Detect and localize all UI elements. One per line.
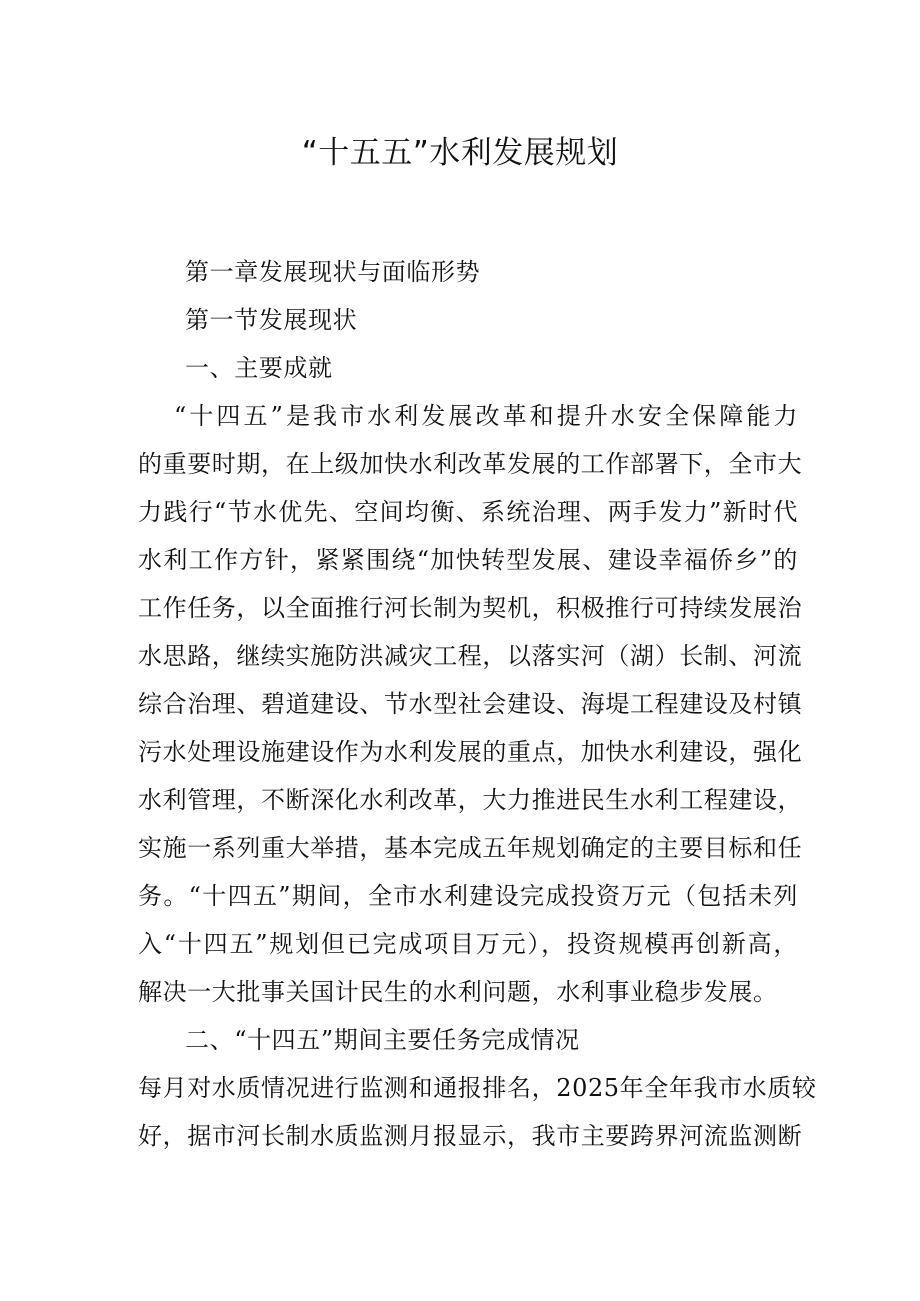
paragraph-line: 水利工作方针，紧紧围绕“加快转型发展、建设幸福侨乡”的	[138, 546, 798, 574]
paragraph-line: 入“十四五”规划但已完成项目万元），投资规模再创新高，	[138, 930, 798, 958]
paragraph-line: 每月对水质情况进行监测和通报排名，2025年全年我市水质较	[138, 1074, 817, 1102]
paragraph-line: 解决一大批事关国计民生的水利问题，水利事业稳步发展。	[138, 978, 778, 1006]
section-heading: 第一节发展现状	[185, 306, 358, 334]
paragraph-line: 实施一系列重大举措，基本完成五年规划确定的主要目标和任	[138, 834, 803, 862]
subsection-heading-tasks: 二、“十四五”期间主要任务完成情况	[185, 1026, 580, 1054]
paragraph-line: 水利管理，不断深化水利改革，大力推进民生水利工程建设，	[138, 786, 803, 814]
page-title: “十五五”水利发展规划	[301, 135, 619, 171]
subsection-heading-achievements: 一、主要成就	[185, 354, 333, 382]
paragraph-line: 水思路，继续实施防洪减灾工程，以落实河（湖）长制、河流	[138, 642, 803, 670]
chapter-heading: 第一章发展现状与面临形势	[185, 258, 481, 286]
paragraph-line: 污水处理设施建设作为水利发展的重点，加快水利建设，强化	[138, 738, 803, 766]
paragraph-line: 工作任务，以全面推行河长制为契机，积极推行可持续发展治	[138, 594, 803, 622]
paragraph-line: 力践行“节水优先、空间均衡、系统治理、两手发力”新时代	[138, 498, 798, 526]
paragraph-line: 务。“十四五”期间，全市水利建设完成投资万元（包括未列	[138, 882, 798, 910]
paragraph-line: “十四五”是我市水利发展改革和提升水安全保障能力	[174, 402, 798, 430]
paragraph-line: 的重要时期，在上级加快水利改革发展的工作部署下，全市大	[138, 450, 803, 478]
paragraph-line: 综合治理、碧道建设、节水型社会建设、海堤工程建设及村镇	[138, 690, 803, 718]
paragraph-line: 好，据市河长制水质监测月报显示，我市主要跨界河流监测断	[138, 1122, 803, 1150]
